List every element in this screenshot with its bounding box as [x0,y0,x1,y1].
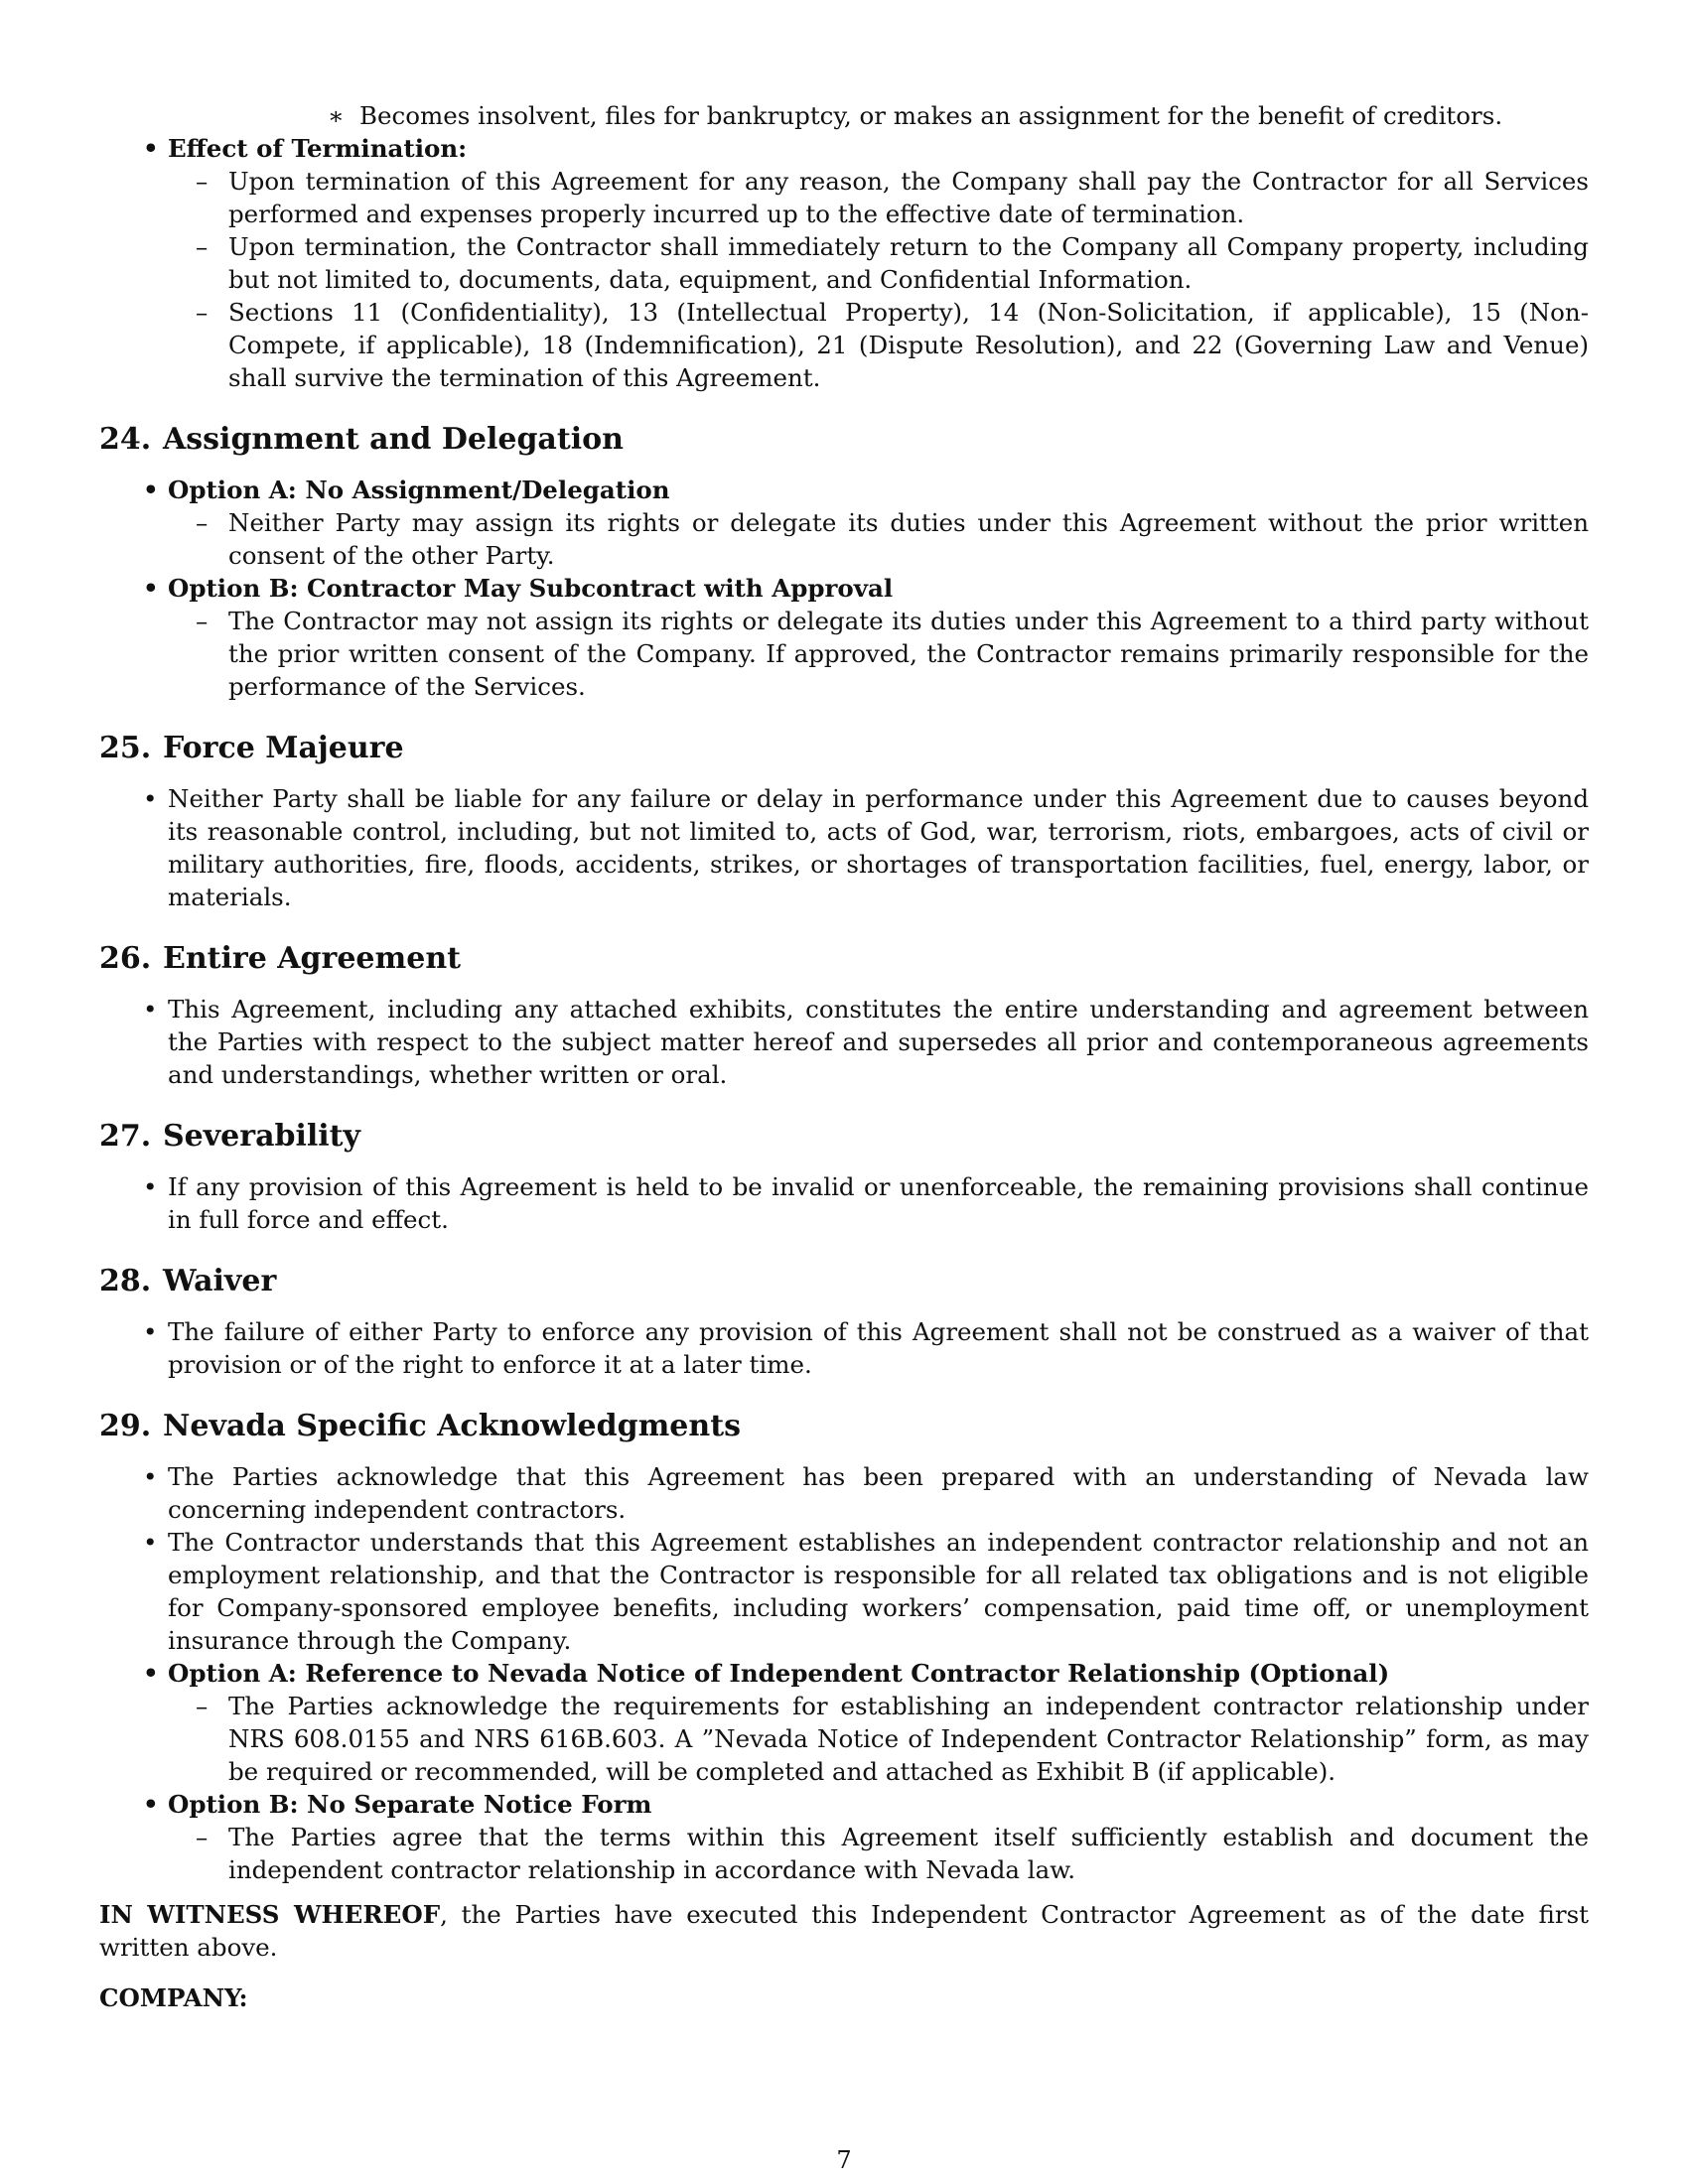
witness-text: , the Parties have executed this Independent Contractor Agreement as of the date first written above. [99,1900,1589,1962]
section-25 [99,729,1589,913]
dash-marker: – [196,508,209,537]
asterisk-list-item: ∗ Becomes insolvent, files for bankruptcy, or makes an assignment for the benefit of creditors. [328,101,1503,130]
section-heading: 24. Assignment and Delegation [99,422,624,457]
effect-item-2: – Upon termination, the Contractor shall immediately return to the Company all Company property, including but not limited to, documents, data, equipment, and Confidential Information. [196,232,1589,294]
section-26 [99,939,1589,1091]
option-a-heading: • Option A: Reference to Nevada Notice of Independent Contractor Relationship (Optional) [143,1659,1390,1688]
section-heading: 29. Nevada Specific Acknowledgments [99,1409,741,1443]
option-a-heading: • Option A: No Assignment/Delegation [143,476,670,504]
dash-marker: – [196,1823,209,1851]
section-paragraph: • This Agreement, including any attached exhibits, constitutes the entire understanding and agreement between the Parties with respect to the subject matter hereof and supersedes all prior and contemporaneous agreements and understandings, whether written or oral. [143,995,1589,1089]
witness-clause [99,1898,1589,1964]
option-b-heading: • Option B: Contractor May Subcontract with Approval [143,574,894,603]
section-heading: 28. Waiver [99,1264,277,1298]
option-a-text: – Neither Party may assign its rights or delegate its duties under this Agreement without the prior written consent of the other Party. [196,508,1589,570]
section-27 [99,1117,1589,1236]
option-b-text: – The Parties agree that the terms within this Agreement itself sufficiently establish and document the independent contractor relationship in accordance with Nevada law. [196,1823,1589,1884]
section-29 [99,1407,1589,1886]
dash-marker: – [196,167,209,196]
section-heading: 25. Force Majeure [99,731,404,765]
option-a-text: – The Parties acknowledge the requirements for establishing an independent contractor relationship under NRS 608.0155 and NRS 616B.603. A ”Nevada Notice of Independent Contractor Relationship” form, as may be required or recommended, will be completed and attached as Exhibit B (if applicable). [196,1692,1589,1786]
bullet-marker: • [143,134,159,163]
bullet-marker: • [143,1317,158,1346]
section-heading: 26. Entire Agreement [99,941,461,976]
bullet-marker: • [143,1659,159,1688]
section-heading: 27. Severability [99,1119,360,1154]
bullet-marker: • [143,1790,159,1819]
option-b-text: – The Contractor may not assign its rights or delegate its duties under this Agreement to a third party without the prior written consent of the Company. If approved, the Contractor remains primarily responsible for the performance of the Services. [196,607,1589,701]
asterisk-marker: ∗ [328,101,345,130]
section-28 [99,1262,1589,1381]
document-page [99,99,1589,2014]
bullet-marker: • [143,784,158,813]
section-24 [99,420,1589,703]
effect-of-termination-heading: • Effect of Termination: [143,134,468,163]
section-paragraph: • Neither Party shall be liable for any failure or delay in performance under this Agreement due to causes beyond its reasonable control, including, but not limited to, acts of God, war, terrorism, riots, embargoes, acts of civil or military authorities, fire, floods, accidents, strikes, or shortages of transportation facilities, fuel, energy, labor, or materials. [143,784,1589,911]
bullet-marker: • [143,476,159,504]
effect-item-1: – Upon termination of this Agreement for any reason, the Company shall pay the Contractor for all Services performed and expenses properly incurred up to the effective date of termination. [196,167,1589,228]
dash-marker: – [196,232,209,261]
bullet-marker: • [143,1172,158,1201]
dash-marker: – [196,607,209,635]
company-signature-label: COMPANY: [99,1983,248,2012]
nevada-item-1: • The Parties acknowledge that this Agreement has been prepared with an understanding of Nevada law concerning independent contractors. [143,1462,1589,1524]
effect-item-3: – Sections 11 (Confidentiality), 13 (Intellectual Property), 14 (Non-Solicitation, if applicable), 15 (Non-Compete, if applicable), 18 (Indemnification), 21 (Dispute Resolution), and 22 (Governing Law and Venue) shall survive the termination of this Agreement. [196,298,1589,392]
dash-marker: – [196,1692,209,1720]
bullet-marker: • [143,995,158,1024]
section-paragraph: • The failure of either Party to enforce any provision of this Agreement shall not be construed as a waiver of that provision or of the right to enforce it at a later time. [143,1317,1589,1379]
option-b-heading: • Option B: No Separate Notice Form [143,1790,652,1819]
witness-bold: IN WITNESS WHEREOF [99,1900,441,1929]
dash-marker: – [196,298,209,327]
bullet-marker: • [143,1528,158,1557]
bullet-marker: • [143,574,159,603]
nevada-item-2: • The Contractor understands that this Agreement establishes an independent contractor relationship and not an employment relationship, and that the Contractor is responsible for all related tax obligations and is not eligible for Company-sponsored employee benefits, including workers’ compensation, paid time off, or unemployment insurance through the Company. [143,1528,1589,1655]
page-number: 7 [836,2146,852,2174]
bullet-marker: • [143,1462,158,1491]
section-paragraph: • If any provision of this Agreement is held to be invalid or unenforceable, the remaining provisions shall continue in full force and effect. [143,1172,1589,1234]
